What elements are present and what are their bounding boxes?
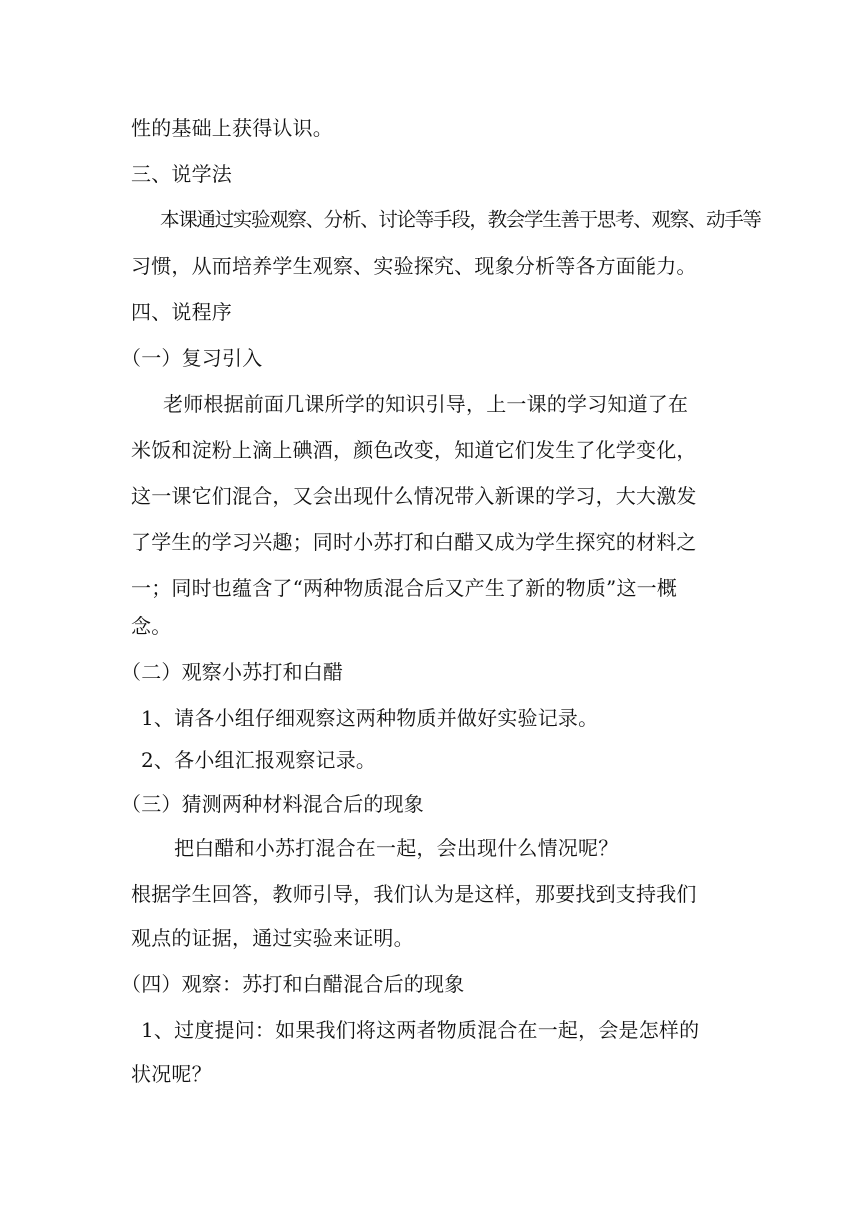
list-item-1: 1、请各小组仔细观察这两种物质并做好实验记录。 [141, 706, 599, 730]
text-line-22: 状况呢？ [131, 1062, 212, 1086]
text-line-11: 一；同时也蕴含了“两种物质混合后又产生了新的物质”这一概 [131, 576, 678, 600]
section-heading-4: 四、说程序 [131, 300, 232, 324]
text-line-8: 米饭和淀粉上滴上碘酒，颜色改变，知道它们发生了化学变化， [131, 438, 697, 462]
list-item-2: 2、各小组汇报观察记录。 [141, 748, 377, 772]
text-line-9: 这一课它们混合，又会出现什么情况带入新课的学习，大大激发 [131, 484, 697, 508]
text-line-19: 观点的证据，通过实验来证明。 [131, 926, 414, 950]
text-line-3: 本课通过实验观察、分析、讨论等手段，教会学生善于思考、观察、动手等 [160, 208, 761, 231]
subsection-heading-2: （二）观察小苏打和白醋 [121, 660, 344, 684]
section-heading-3: 三、说学法 [131, 162, 232, 186]
list-item-3: 1、过度提问：如果我们将这两者物质混合在一起，会是怎样的 [141, 1018, 700, 1042]
subsection-heading-3: （三）猜测两种材料混合后的现象 [121, 792, 424, 816]
text-line-17: 把白醋和小苏打混合在一起，会出现什么情况呢？ [174, 836, 619, 860]
text-line-10: 了学生的学习兴趣；同时小苏打和白醋又成为学生探究的材料之 [131, 530, 697, 554]
text-line-7: 老师根据前面几课所学的知识引导，上一课的学习知道了在 [163, 392, 689, 416]
text-line-12: 念。 [131, 614, 172, 638]
subsection-heading-1: （一）复习引入 [121, 346, 263, 370]
text-line-18: 根据学生回答，教师引导，我们认为是这样，那要找到支持我们 [131, 882, 697, 906]
text-line-4: 习惯，从而培养学生观察、实验探究、现象分析等各方面能力。 [131, 254, 697, 278]
text-line-1: 性的基础上获得认识。 [131, 116, 333, 140]
subsection-heading-4: （四）观察：苏打和白醋混合后的现象 [121, 972, 465, 996]
